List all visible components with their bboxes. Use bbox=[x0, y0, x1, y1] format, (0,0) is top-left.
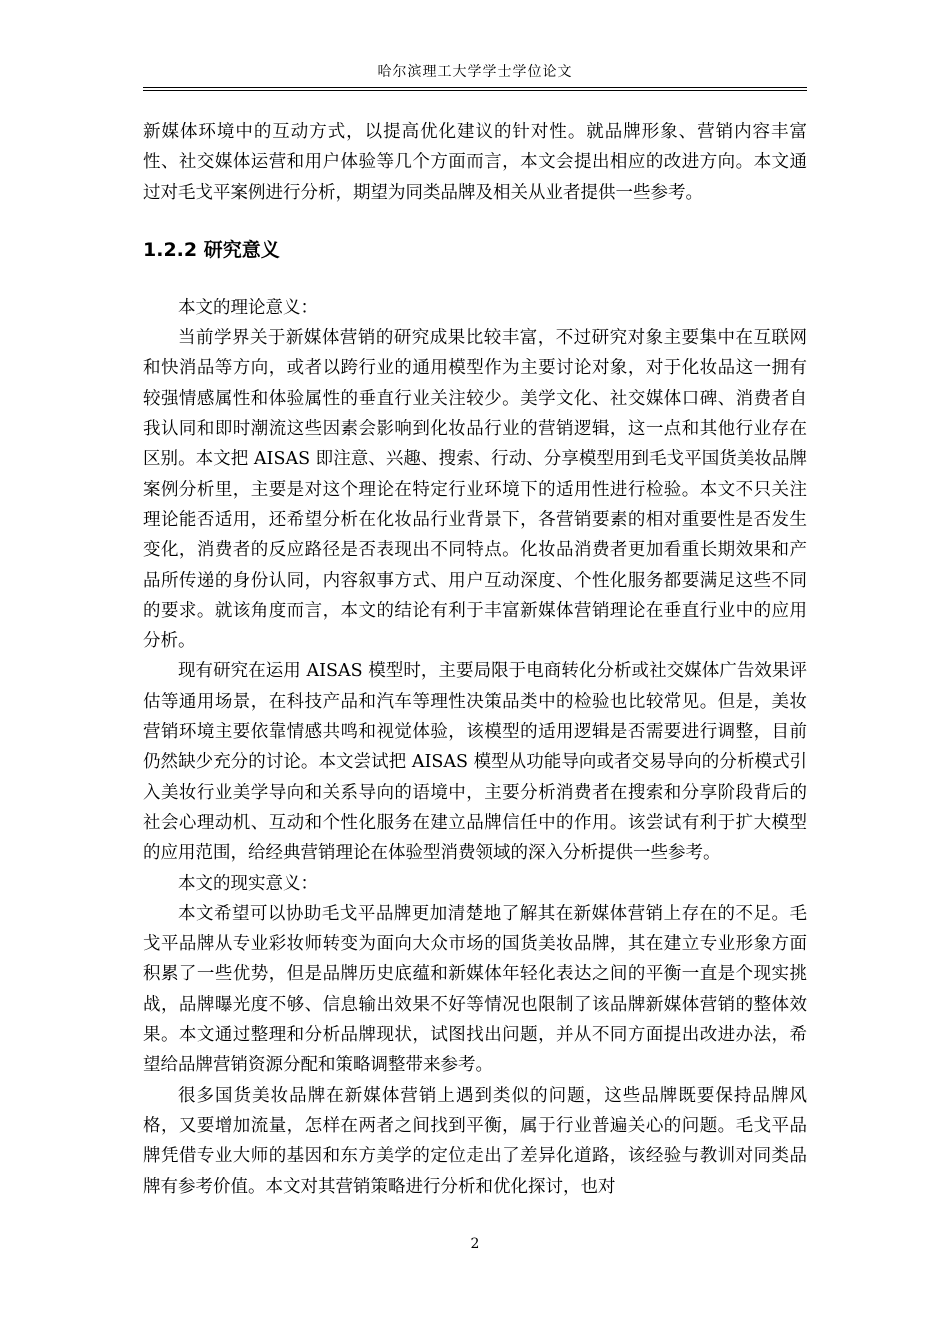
paragraph-continued: 新媒体环境中的互动方式，以提高优化建议的针对性。就品牌形象、营销内容丰富性、社交媒体运营和用户体验等几个方面而言，本文会提出相应的改进方向。本文通过对毛戈平案例进行分析，期望为同类品牌及相关从业者提供一些参考。 bbox=[143, 122, 807, 203]
paragraph: 很多国货美妆品牌在新媒体营销上遇到类似的问题，这些品牌既要保持品牌风格，又要增加流量，怎样在两者之间找到平衡，属于行业普遍关心的问题。毛戈平品牌凭借专业大师的基因和东方美学的定位走出了差异化道路，该经验与教训对同类品牌有参考价值。本文对其营销策略进行分析和优化探讨，也对 bbox=[143, 1085, 807, 1197]
paragraph: 本文希望可以协助毛戈平品牌更加清楚地了解其在新媒体营销上存在的不足。毛戈平品牌从专业彩妆师转变为面向大众市场的国货美妆品牌，其在建立专业形象方面积累了一些优势，但是品牌历史底蕴和新媒体年轻化表达之间的平衡一直是个现实挑战，品牌曝光度不够、信息输出效果不好等情况也限制了该品牌新媒体营销的整体效果。本文通过整理和分析品牌现状，试图找出问题，并从不同方面提出改进办法，希望给品牌营销资源分配和策略调整带来参考。 bbox=[143, 903, 807, 1076]
paragraph: 当前学界关于新媒体营销的研究成果比较丰富，不过研究对象主要集中在互联网和快消品等方向，或者以跨行业的通用模型作为主要讨论对象，对于化妆品这一拥有较强情感属性和体验属性的垂直行业关注较少。美学文化、社交媒体口碑、消费者自我认同和即时潮流这些因素会影响到化妆品行业的营销逻辑，这一点和其他行业存在区别。本文把 AISAS 即注意、兴趣、搜索、行动、分享模型用到毛戈平国货美妆品牌案例分析里，主要是对这个理论在特定行业环境下的适用性进行检验。本文不只关注理论能否适用，还希望分析在化妆品行业背景下，各营销要素的相对重要性是否发生变化，消费者的反应路径是否表现出不同特点。化妆品消费者更加看重长期效果和产品所传递的身份认同，内容叙事方式、用户互动深度、个性化服务都要满足这些不同的要求。就该角度而言，本文的结论有利于丰富新媒体营销理论在垂直行业中的应用分析。 bbox=[143, 328, 807, 652]
section-heading: 1.2.2 研究意义 bbox=[143, 238, 280, 261]
page-number: 2 bbox=[470, 1236, 480, 1252]
header-rule bbox=[143, 87, 807, 91]
paragraph: 现有研究在运用 AISAS 模型时，主要局限于电商转化分析或社交媒体广告效果评估等通用场景，在科技产品和汽车等理性决策品类中的检验也比较常见。但是，美妆营销环境主要依靠情感共鸣和视觉体验，该模型的适用逻辑是否需要进行调整，目前仍然缺少充分的讨论。本文尝试把 AISAS 模型从功能导向或者交易导向的分析模式引入美妆行业美学导向和关系导向的语境中，主要分析消费者在搜索和分享阶段背后的社会心理动机、互动和个性化服务在建立品牌信任中的作用。该尝试有利于扩大模型的应用范围，给经典营销理论在体验型消费领域的深入分析提供一些参考。 bbox=[143, 661, 807, 864]
page-body bbox=[143, 117, 807, 1202]
paragraph-practical-label: 本文的现实意义： bbox=[178, 873, 318, 894]
running-header: 哈尔滨理工大学学士学位论文 bbox=[377, 64, 573, 80]
paragraph-theoretical-label: 本文的理论意义： bbox=[178, 297, 318, 318]
